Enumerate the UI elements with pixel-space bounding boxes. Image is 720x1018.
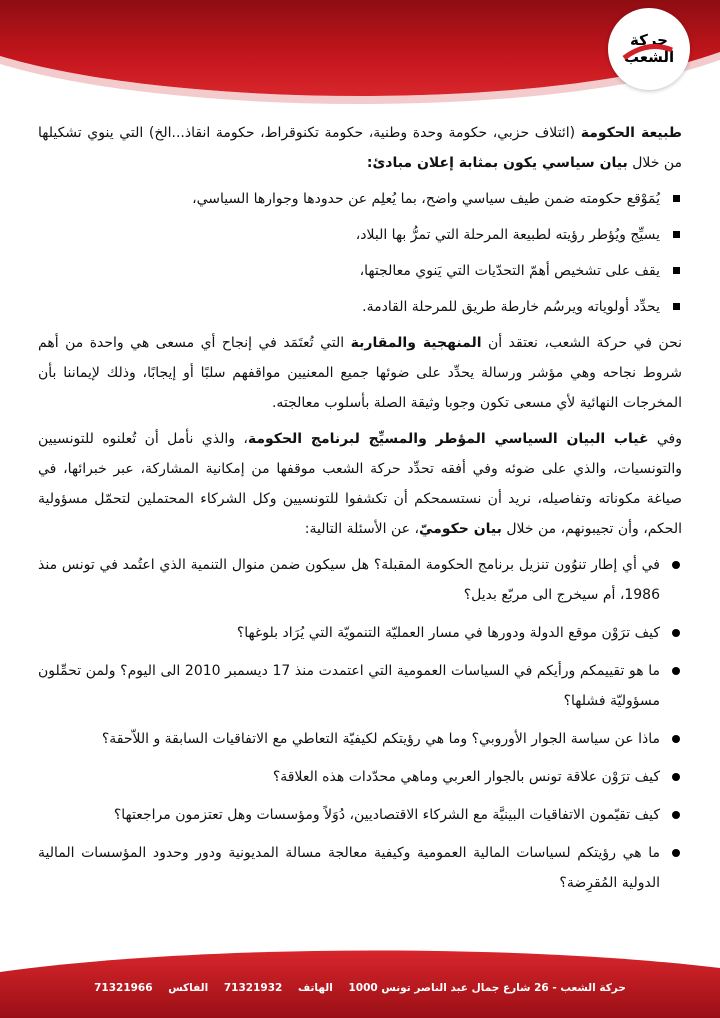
- footer-phone-label: الهاتف: [297, 982, 333, 994]
- footer-red-band: [0, 944, 720, 1018]
- questions-list: [38, 550, 682, 898]
- list-item: يقف على تشخيص أهمّ التحدّيات التي يَنوي معالجتها،: [38, 256, 660, 286]
- document-body: [38, 118, 682, 906]
- footer-contact: [0, 982, 720, 994]
- government-program-paragraph: [38, 424, 682, 544]
- logo-text-line2: الشعب: [623, 48, 675, 66]
- footer-fax-label: الفاكس: [168, 982, 209, 994]
- para2-text-1: نحن في حركة الشعب، نعتقد أن: [481, 335, 682, 351]
- list-item: ماذا عن سياسة الجوار الأوروبي؟ وما هي رؤيتكم لكيفيّة التعاطي مع الاتفاقيات السابقة و اللاّحقة؟: [38, 724, 660, 754]
- list-item: يسيِّج ويُؤطر رؤيته لطبيعة المرحلة التي تمرُّ بها البلاد،: [38, 220, 660, 250]
- intro-bold: طبيعة الحكومة: [580, 125, 682, 141]
- para3-bold: غياب البيان السياسي المؤطر والمسيِّج لبرنامج الحكومة: [247, 431, 649, 447]
- intro-bold-2: بيان سياسي يكون بمثابة إعلان مبادئ:: [366, 155, 628, 171]
- footer-address: حركة الشعب - 26 شارع جمال عبد الناصر تونس 1000: [348, 982, 626, 994]
- list-item: في أي إطار تنوُون تنزيل برنامج الحكومة المقبلة؟ هل سيكون ضمن منوال التنمية الذي اعتُمد في تونس منذ 1986، أم سيخرج الى مربّع بديل؟: [38, 550, 660, 610]
- para3-text-2: ، والذي نأمل أن تُعلنوه للتونسيين والتونسيات، والذي على ضوئه وفي أفقه تحدِّد حركة الشعب موقفها من إمكانية المشاركة، عبر خبرائها، في صياغة مكوناته وتفاصيله، نريد أن نستسمحكم أن تكشفوا للتونسيين وكل الشركاء المحتملين لتحمّل مسؤولية الحكم، وأن تجيبونهم، من خلال: [38, 431, 682, 537]
- logo-arc-icon: [620, 38, 676, 68]
- para2-text-2: التي تُعتَمَد في إنجاح أي مسعى هي واحدة من أهم شروط نجاحه وهي مؤشر ورسالة يحدِّد على ضوئها جميع المعنيين مواقفهم سلبًا أو إيجابًا، وذلك لإيماننا بأن المخرجات النهائية لأي مسعى تكون وجوبا وثيقة الصلة بأسلوب معالجته.: [38, 335, 682, 411]
- list-item: ما هي رؤيتكم لسياسات المالية العمومية وكيفية معالجة مسالة المديونية ودور وحدود المؤسسات المالية الدولية المُقرِضة؟: [38, 838, 660, 898]
- methodology-paragraph: [38, 328, 682, 418]
- intro-paragraph: [38, 118, 682, 178]
- para3-bold-2: بيان حكوميّ: [419, 521, 502, 537]
- square-bullet-list: [38, 184, 682, 322]
- list-item: كيف ترَوْن علاقة تونس بالجوار العربي وماهي محدّدات هذه العلاقة؟: [38, 762, 660, 792]
- para3-text-3: ، عن الأسئلة التالية:: [304, 521, 419, 537]
- para2-bold: المنهجية والمقاربة: [350, 335, 482, 351]
- logo-text-line1: حركة: [630, 31, 668, 49]
- intro-text: (ائتلاف حزبي، حكومة وحدة وطنية، حكومة تكنوقراط، حكومة انقاذ...الخ) التي ينوي تشكيلها من خلال: [38, 125, 682, 171]
- footer-phone: 71321932: [223, 982, 283, 994]
- party-logo: [608, 8, 690, 90]
- list-item: كيف ترَوْن موقع الدولة ودورها في مسار العمليّة التنمويّة التي يُرَاد بلوغها؟: [38, 618, 660, 648]
- list-item: يحدِّد أولوياته ويرسُم خارطة طريق للمرحلة القادمة.: [38, 292, 660, 322]
- para3-text-1: وفي: [648, 431, 683, 447]
- list-item: ما هو تقييمكم ورأيكم في السياسات العمومية التي اعتمدت منذ 17 ديسمبر 2010 الى اليوم؟ ولمن تحمِّلون مسؤوليّة فشلها؟: [38, 656, 660, 716]
- list-item: يُمَوْقع حكومته ضمن طيف سياسي واضح، بما يُعلِم عن حدودها وجوارها السياسي،: [38, 184, 660, 214]
- footer-fax: 71321966: [94, 982, 153, 994]
- list-item: كيف تقيّمون الاتفاقيات البينيَّة مع الشركاء الاقتصاديين، دُوَلاً ومؤسسات وهل تعتزمون مراجعتها؟: [38, 800, 660, 830]
